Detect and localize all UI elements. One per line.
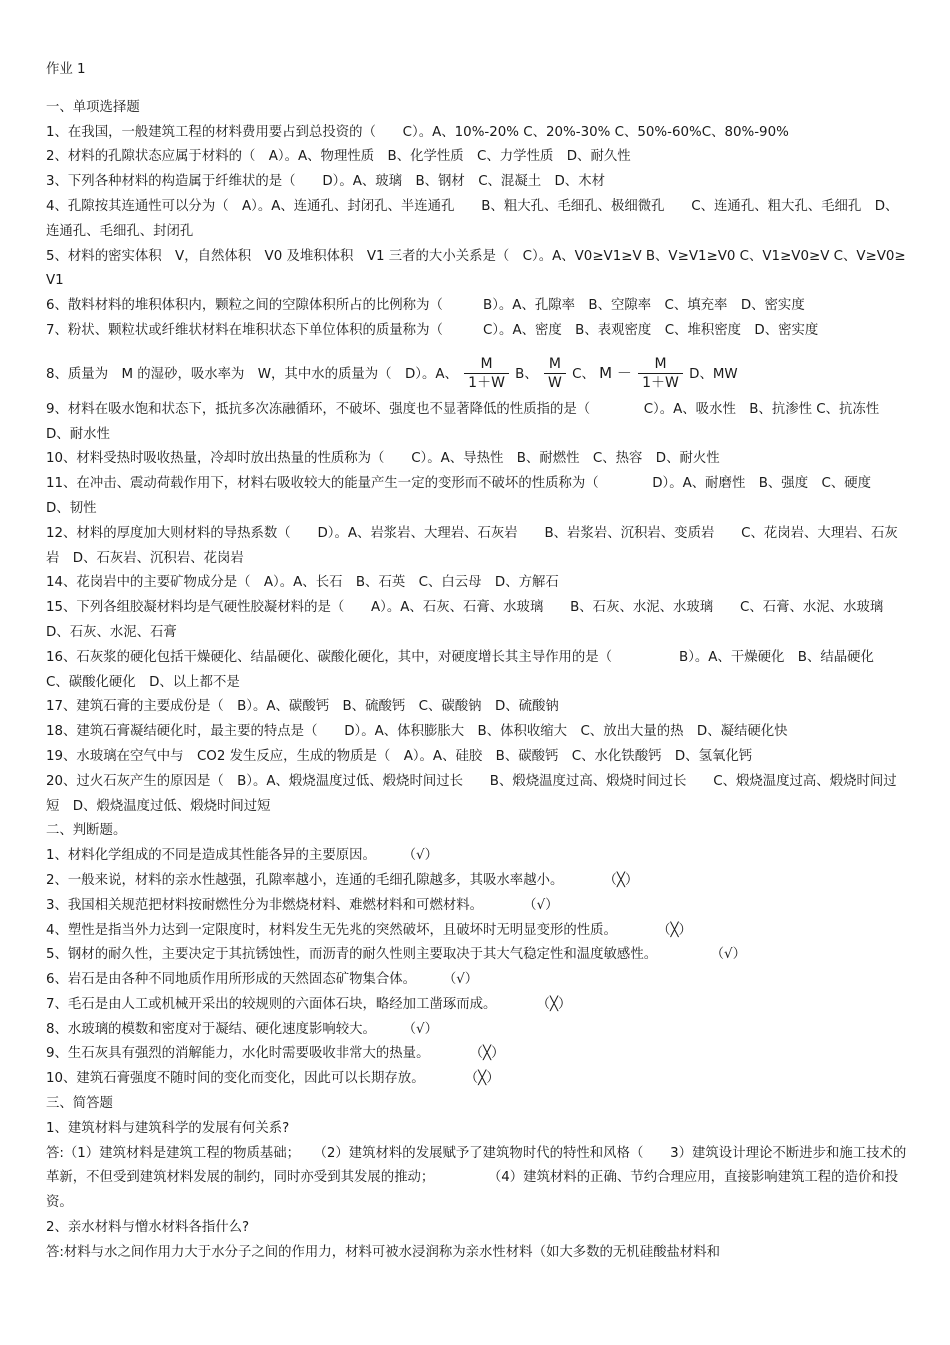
choice-question-14: 14、花岗岩中的主要矿物成分是（ A）。A、长石 B、石英 C、白云母 D、方解石 xyxy=(46,575,559,591)
short-question-2: 2、亲水材料与憎水材料各指什么? xyxy=(46,1220,250,1236)
choice-question-3: 3、下列各种材料的构造属于纤维状的是（ D）。A、玻璃 B、钢材 C、混凝土 D、木材 xyxy=(46,174,605,190)
choice-question-5: 5、材料的密实体积 V，自然体积 V0 及堆积体积 V1 三者的大小关系是（ C）。A、V0≥V1≥V B、V≥V1≥V0 C、V1≥V0≥V C、V≥V0≥V1 xyxy=(46,248,906,289)
judge-item-8: 8、水玻璃的模数和密度对于凝结、硬化速度影响较大。 （√） xyxy=(46,1021,438,1037)
choice-question-7: 7、粉状、颗粒状或纤维状材料在堆积状态下单位体积的质量称为（ C）。A、密度 B、表观密度 C、堆积密度 D、密实度 xyxy=(46,322,819,338)
q8-stem: 8、质量为 M 的湿砂，吸水率为 W，其中水的质量为（ D）。A、 xyxy=(46,366,458,382)
short-question-1: 1、建筑材料与建筑科学的发展有何关系? xyxy=(46,1120,290,1136)
short-answer-1: 答:（1）建筑材料是建筑工程的物质基础； （2）建筑材料的发展赋予了建筑物时代的特性和风格（ 3）建筑设计理论不断进步和施工技术的革新，不但受到建筑材料发展的制约，同时亦受到其发展的推动； （4）建筑材料的正确、节约合理应用，直接影响建筑工程的造价和投资。 xyxy=(46,1145,907,1211)
choice-question-2: 2、材料的孔隙状态应属于材料的（ A）。A、物理性质 B、化学性质 C、力学性质 D、耐久性 xyxy=(46,149,631,165)
q8-option-b-label: B、 xyxy=(515,366,538,382)
fraction-denominator: 1＋W xyxy=(642,375,679,392)
q8-option-d: D、MW xyxy=(689,366,738,382)
choice-question-20: 20、过火石灰产生的原因是（ B）。A、煅烧温度过低、煅烧时间过长 B、煅烧温度过高、煅烧时间过长 C、煅烧温度过高、煅烧时间过短 D、煅烧温度过低、煅烧时间过短 xyxy=(46,773,897,814)
choice-question-8 xyxy=(46,350,908,398)
judge-item-3: 3、我国相关规范把材料按耐燃性分为非燃烧材料、难燃材料和可燃材料。 （√） xyxy=(46,897,559,913)
choice-question-17: 17、建筑石膏的主要成份是（ B）。A、碳酸钙 B、硫酸钙 C、碳酸钠 D、硫酸钠 xyxy=(46,699,559,715)
choice-question-6: 6、散料材料的堆积体积内，颗粒之间的空隙体积所占的比例称为（ B）。A、孔隙率 B、空隙率 C、填充率 D、密实度 xyxy=(46,298,805,314)
judge-item-2: 2、一般来说，材料的亲水性越强，孔隙率越小，连通的毛细孔隙越多，其吸水率越小。 （╳） xyxy=(46,872,639,888)
fraction-numerator: M xyxy=(638,355,683,374)
choice-question-12: 12、材料的厚度加大则材料的导热系数（ D）。A、岩浆岩、大理岩、石灰岩 B、岩浆岩、沉积岩、变质岩 C、花岗岩、大理岩、石灰岩 D、石灰岩、沉积岩、花岗岩 xyxy=(46,525,898,566)
fraction-m-over-1-plus-w-c xyxy=(638,355,683,392)
choice-question-19: 19、水玻璃在空气中与 CO2 发生反应，生成的物质是（ A）。A、硅胶 B、碳酸钙 C、水化铁酸钙 D、氢氧化钙 xyxy=(46,748,753,764)
fraction-denominator: W xyxy=(548,375,562,392)
q8-option-c-label: C、 xyxy=(572,366,595,382)
fraction-numerator: M xyxy=(464,355,509,374)
judge-item-5: 5、钢材的耐久性，主要决定于其抗锈蚀性，而沥青的耐久性则主要取决于其大气稳定性和温度敏感性。 （√） xyxy=(46,947,746,963)
judge-item-1: 1、材料化学组成的不同是造成其性能各异的主要原因。 （√） xyxy=(46,848,438,864)
section-heading-short: 三、简答题 xyxy=(46,1096,113,1112)
judge-item-10: 10、建筑石膏强度不随时间的变化而变化，因此可以长期存放。 （╳） xyxy=(46,1071,500,1087)
fraction-m-over-1-plus-w xyxy=(464,355,509,392)
section-heading-judge: 二、判断题。 xyxy=(46,823,127,839)
fraction-numerator: M xyxy=(544,355,566,374)
choice-question-18: 18、建筑石膏凝结硬化时，最主要的特点是（ D）。A、体积膨胀大 B、体积收缩大 C、放出大量的热 D、凝结硬化快 xyxy=(46,724,788,740)
choice-question-1: 1、在我国，一般建筑工程的材料费用要占到总投资的（ C）。A、10%-20% C、20%-30% C、50%-60%C、80%-90% xyxy=(46,124,789,140)
assignment-title: 作业 1 xyxy=(46,62,86,77)
fraction-m-over-w xyxy=(544,355,566,392)
judge-item-6: 6、岩石是由各种不同地质作用所形成的天然固态矿物集合体。 （√） xyxy=(46,972,479,988)
short-answer-2: 答:材料与水之间作用力大于水分子之间的作用力，材料可被水浸润称为亲水性材料（如大多数的无机硅酸盐材料和 xyxy=(46,1244,721,1260)
judge-item-7: 7、毛石是由人工或机械开采出的较规则的六面体石块，略经加工凿琢而成。 （╳） xyxy=(46,996,572,1012)
q8-option-c-minus: M － xyxy=(599,363,632,382)
choice-question-16: 16、石灰浆的硬化包括干燥硬化、结晶硬化、碳酸化硬化，其中，对硬度增长其主导作用的是（ B）。A、干燥硬化 B、结晶硬化 C、碳酸化硬化 D、以上都不是 xyxy=(46,649,888,690)
choice-question-9: 9、材料在吸水饱和状态下，抵抗多次冻融循环，不破坏、强度也不显著降低的性质指的是（ C）。A、吸水性 B、抗渗性 C、抗冻性 D、耐水性 xyxy=(46,401,893,442)
judge-item-4: 4、塑性是指当外力达到一定限度时，材料发生无先兆的突然破坏，且破坏时无明显变形的性质。 （╳） xyxy=(46,922,692,938)
fraction-denominator: 1＋W xyxy=(468,375,505,392)
choice-question-15: 15、下列各组胶凝材料均是气硬性胶凝材料的是（ A）。A、石灰、石膏、水玻璃 B、石灰、水泥、水玻璃 C、石膏、水泥、水玻璃 D、石灰、水泥、石膏 xyxy=(46,600,897,640)
choice-question-4: 4、孔隙按其连通性可以分为（ A）。A、连通孔、封闭孔、半连通孔 B、粗大孔、毛细孔、极细微孔 C、连通孔、粗大孔、毛细孔 D、连通孔、毛细孔、封闭孔 xyxy=(46,198,899,239)
section-heading-choice: 一、单项选择题 xyxy=(46,99,140,115)
choice-question-11: 11、在冲击、震动荷载作用下，材料右吸收较大的能量产生一定的变形而不破坏的性质称为（ D）。A、耐磨性 B、强度 C、硬度 D、韧性 xyxy=(46,476,885,516)
document-page xyxy=(46,58,908,1266)
judge-item-9: 9、生石灰具有强烈的消解能力，水化时需要吸收非常大的热量。 （╳） xyxy=(46,1046,505,1062)
choice-question-10: 10、材料受热时吸收热量，冷却时放出热量的性质称为（ C）。A、导热性 B、耐燃性 C、热容 D、耐火性 xyxy=(46,451,720,467)
